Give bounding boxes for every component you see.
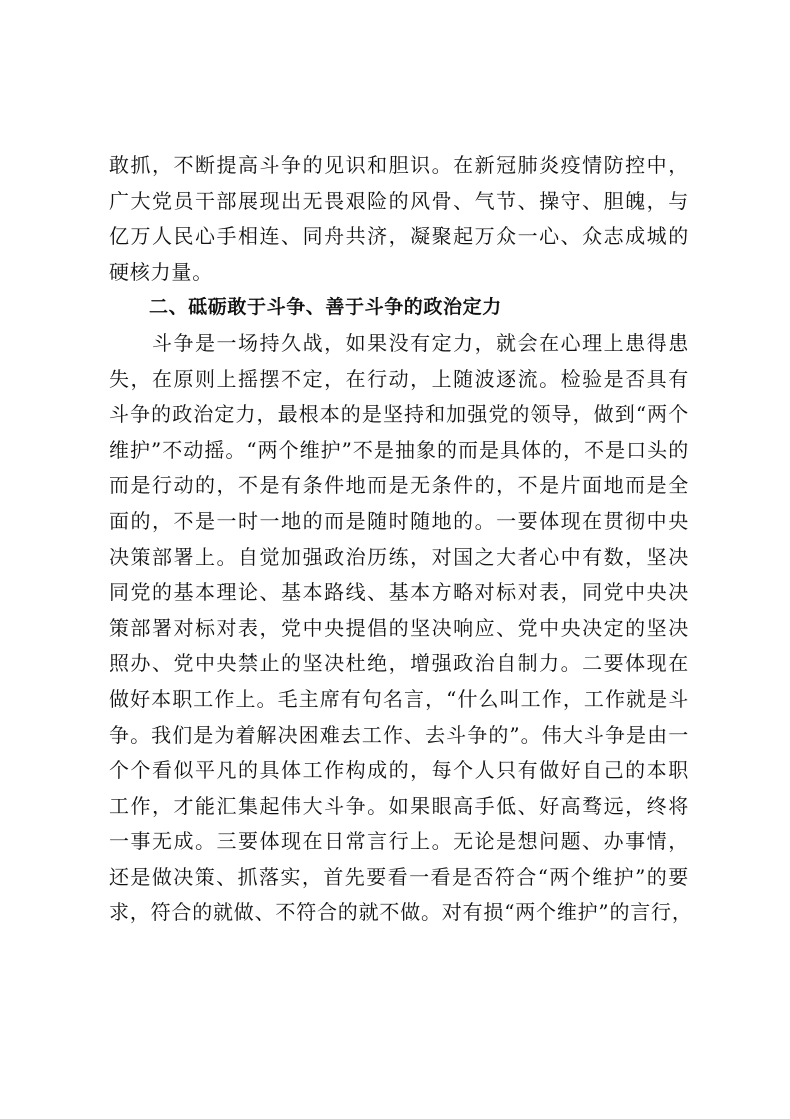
- text-line: 斗争是一场持久战，如果没有定力，就会在心理上患得患: [109, 330, 689, 355]
- paragraph-2: [109, 326, 693, 931]
- text-line: 决策部署上。自觉加强政治历练，对国之大者心中有数，坚决: [109, 544, 689, 569]
- text-line: 争。我们是为着解决困难去工作、去斗争的”。伟大斗争是由一: [109, 722, 689, 747]
- text-line: 硬核力量。: [109, 259, 213, 284]
- text-line: 同党的基本理论、基本路线、基本方略对标对表，同党中央决: [109, 580, 689, 605]
- text-line: 工作，才能汇集起伟大斗争。如果眼高手低、好高骛远，终将: [109, 793, 689, 818]
- text-line: 做好本职工作上。毛主席有句名言，“什么叫工作，工作就是斗: [109, 686, 689, 711]
- text-line: 失，在原则上摇摆不定，在行动，上随波逐流。检验是否具有: [109, 366, 689, 391]
- text-line: 面的，不是一时一地的而是随时随地的。一要体现在贯彻中央: [109, 508, 689, 533]
- text-line: 求，符合的就做、不符合的就不做。对有损“两个维护”的言行，: [109, 900, 693, 925]
- section-heading: 二、砥砺敢于斗争、善于斗争的政治定力: [149, 296, 502, 319]
- text-line: 照办、党中央禁止的坚决杜绝，增强政治自制力。二要体现在: [109, 651, 689, 676]
- text-line: 敢抓，不断提高斗争的见识和胆识。在新冠肺炎疫情防控中，: [109, 153, 689, 177]
- text-line: 斗争的政治定力，最根本的是坚持和加强党的领导，做到“两个: [109, 402, 689, 427]
- text-line: 维护”不动摇。“两个维护”不是抽象的而是具体的，不是口头的: [109, 437, 689, 462]
- text-line: 一事无成。三要体现在日常言行上。无论是想问题、办事情，: [109, 829, 689, 854]
- paragraph-1: [109, 148, 689, 290]
- text-line: 亿万人民心手相连、同舟共济，凝聚起万众一心、众志成城的: [109, 224, 689, 249]
- document-body: [109, 148, 693, 931]
- text-line: 个个看似平凡的具体工作构成的，每个人只有做好自己的本职: [109, 758, 689, 783]
- text-line: 而是行动的，不是有条件地而是无条件的，不是片面地而是全: [109, 473, 689, 498]
- text-line: 广大党员干部展现出无畏艰险的风骨、气节、操守、胆魄，与: [109, 188, 689, 213]
- text-line: 还是做决策、抓落实，首先要看一看是否符合“两个维护”的要: [109, 864, 689, 889]
- text-line: 策部署对标对表，党中央提倡的坚决响应、党中央决定的坚决: [109, 615, 689, 640]
